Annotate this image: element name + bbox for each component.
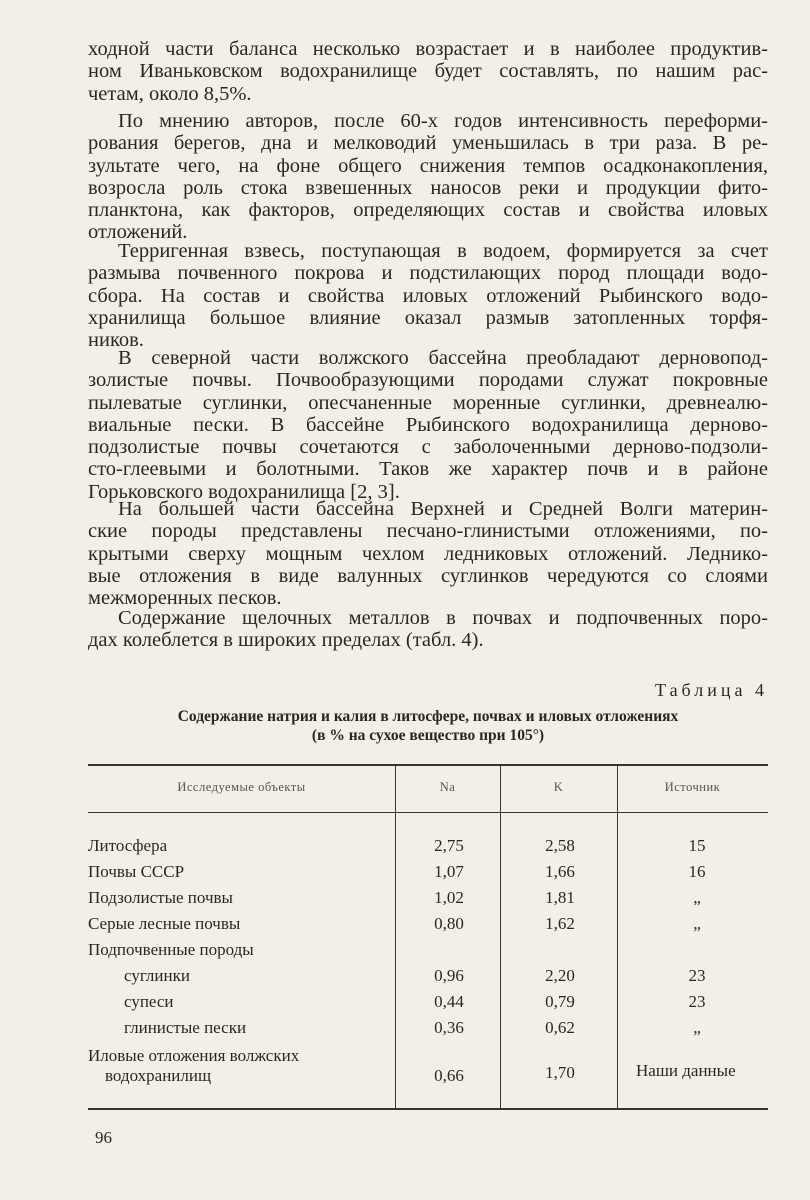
row-source: 16 <box>688 862 706 881</box>
row-na: 2,75 <box>434 836 464 855</box>
text-line: сто-глеевыми и болотными. Таков же характер почв и в районе <box>88 458 768 481</box>
row-source: 23 <box>688 992 706 1011</box>
paragraph-1 <box>88 38 768 105</box>
text-line: межморенных песков. <box>88 587 282 610</box>
row-na: 0,36 <box>434 1018 464 1037</box>
table-title-main: Содержание натрия и калия в литосфере, почвах и иловых отложениях <box>177 708 679 725</box>
row-k: 2,58 <box>545 836 575 855</box>
row-na: 1,07 <box>434 862 464 881</box>
row-k: 1,81 <box>545 888 575 907</box>
row-na: 0,44 <box>434 992 464 1011</box>
row-na: 0,80 <box>434 914 464 933</box>
row-source: „ <box>693 888 701 907</box>
row-object: супеси <box>124 992 174 1011</box>
text-line: В северной части волжского бассейна преобладают дерновопод- <box>118 347 768 369</box>
text-line: крытыми сверху мощным чехлом ледниковых отложений. Леднико- <box>88 542 768 565</box>
text-line: рования берегов, дна и мелководий уменьшилась в три раза. В ре- <box>88 132 768 155</box>
text-line: подзолистые почвы сочетаются с заболоченными дерново-подзоли- <box>88 436 768 459</box>
text-line: вые отложения в виде валунных суглинков чередуются со слоями <box>88 564 768 587</box>
row-source: „ <box>693 1018 701 1037</box>
text-line: виальные пески. В бассейне Рыбинского водохранилища дерново- <box>88 413 768 436</box>
row-k: 1,62 <box>545 914 575 933</box>
paragraph-2 <box>88 110 768 244</box>
text-line: На большей части бассейна Верхней и Средней Волги материн- <box>118 498 768 520</box>
text-line: планктона, как факторов, определяющих состав и свойства иловых <box>88 199 768 222</box>
text-line: отложений. <box>88 221 188 244</box>
row-na: 0,96 <box>434 966 464 985</box>
table-column-divider <box>500 764 501 1108</box>
row-na: 1,02 <box>434 888 464 907</box>
text-line: ном Иваньковском водохранилище будет составлять, по нашим рас- <box>88 60 768 83</box>
row-object: Литосфера <box>88 836 168 855</box>
row-k: 0,79 <box>545 992 575 1011</box>
text-line: ходной части баланса несколько возрастает и в наиболее продуктив- <box>88 38 768 60</box>
text-line: ские породы представлены песчано-глинистыми отложениями, по- <box>88 520 768 543</box>
text-line: Горьковского водохранилища [2, 3]. <box>88 480 400 503</box>
row-k: 2,20 <box>545 966 575 985</box>
row-object: глинистые пески <box>124 1018 247 1037</box>
table-title <box>88 707 768 745</box>
row-source: 23 <box>688 966 706 985</box>
row-na: 0,66 <box>434 1066 464 1085</box>
row-k: 1,70 <box>545 1063 575 1082</box>
header-objects: Исследуемые объекты <box>177 780 306 794</box>
row-object-continuation: водохранилищ <box>105 1066 212 1085</box>
text-line: По мнению авторов, после 60-х годов интенсивность переформи- <box>118 110 768 132</box>
header-source: Источник <box>664 780 721 794</box>
row-object: Подзолистые почвы <box>88 888 233 907</box>
row-source: „ <box>693 914 701 933</box>
page-number: 96 <box>95 1128 112 1147</box>
table-bottom-rule <box>88 1108 768 1110</box>
text-line: дах колеблется в широких пределах (табл. 4). <box>88 629 484 652</box>
row-k: 0,62 <box>545 1018 575 1037</box>
paragraph-5 <box>88 498 768 609</box>
text-line: возросла роль стока взвешенных наносов реки и продукции фито- <box>88 176 768 199</box>
row-source: Наши данные <box>636 1061 736 1080</box>
header-na: Na <box>439 780 456 794</box>
row-object: Почвы СССР <box>88 862 185 881</box>
row-k: 1,66 <box>545 862 575 881</box>
text-line: сбора. На состав и свойства иловых отложений Рыбинского водо- <box>88 284 768 307</box>
row-object: Серые лесные почвы <box>88 914 241 933</box>
row-object: Подпочвенные породы <box>88 940 254 959</box>
table-column-divider <box>617 764 618 1108</box>
row-source: 15 <box>688 836 706 855</box>
text-line: зультате чего, на фоне общего снижения темпов осадконакопления, <box>88 154 768 177</box>
row-object: суглинки <box>124 966 190 985</box>
text-line: хранилища большое влияние оказал размыв затопленных торфя- <box>88 306 768 329</box>
text-line: Содержание щелочных металлов в почвах и подпочвенных поро- <box>118 607 768 629</box>
text-line: ников. <box>88 329 144 352</box>
text-line: четам, около 8,5%. <box>88 82 252 105</box>
text-line: пылеватые суглинки, опесчаненные моренные суглинки, древнеалю- <box>88 391 768 414</box>
table-column-divider <box>395 764 396 1108</box>
table-header-rule <box>88 812 768 813</box>
text-line: золистые почвы. Почвообразующими породами служат покровные <box>88 369 768 392</box>
row-object: Иловые отложения волжских <box>88 1046 300 1065</box>
paragraph-6 <box>88 607 768 652</box>
table-title-subtitle: (в % на сухое вещество при 105°) <box>311 727 545 744</box>
text-line: размыва почвенного покрова и подстилающих пород площади водо- <box>88 262 768 285</box>
paragraph-4 <box>88 347 768 503</box>
header-k: K <box>553 780 564 794</box>
table-label: Таблица 4 <box>655 680 768 700</box>
paragraph-3 <box>88 240 768 351</box>
text-line: Терригенная взвесь, поступающая в водоем, формируется за счет <box>118 240 768 262</box>
table-top-rule <box>88 764 768 766</box>
